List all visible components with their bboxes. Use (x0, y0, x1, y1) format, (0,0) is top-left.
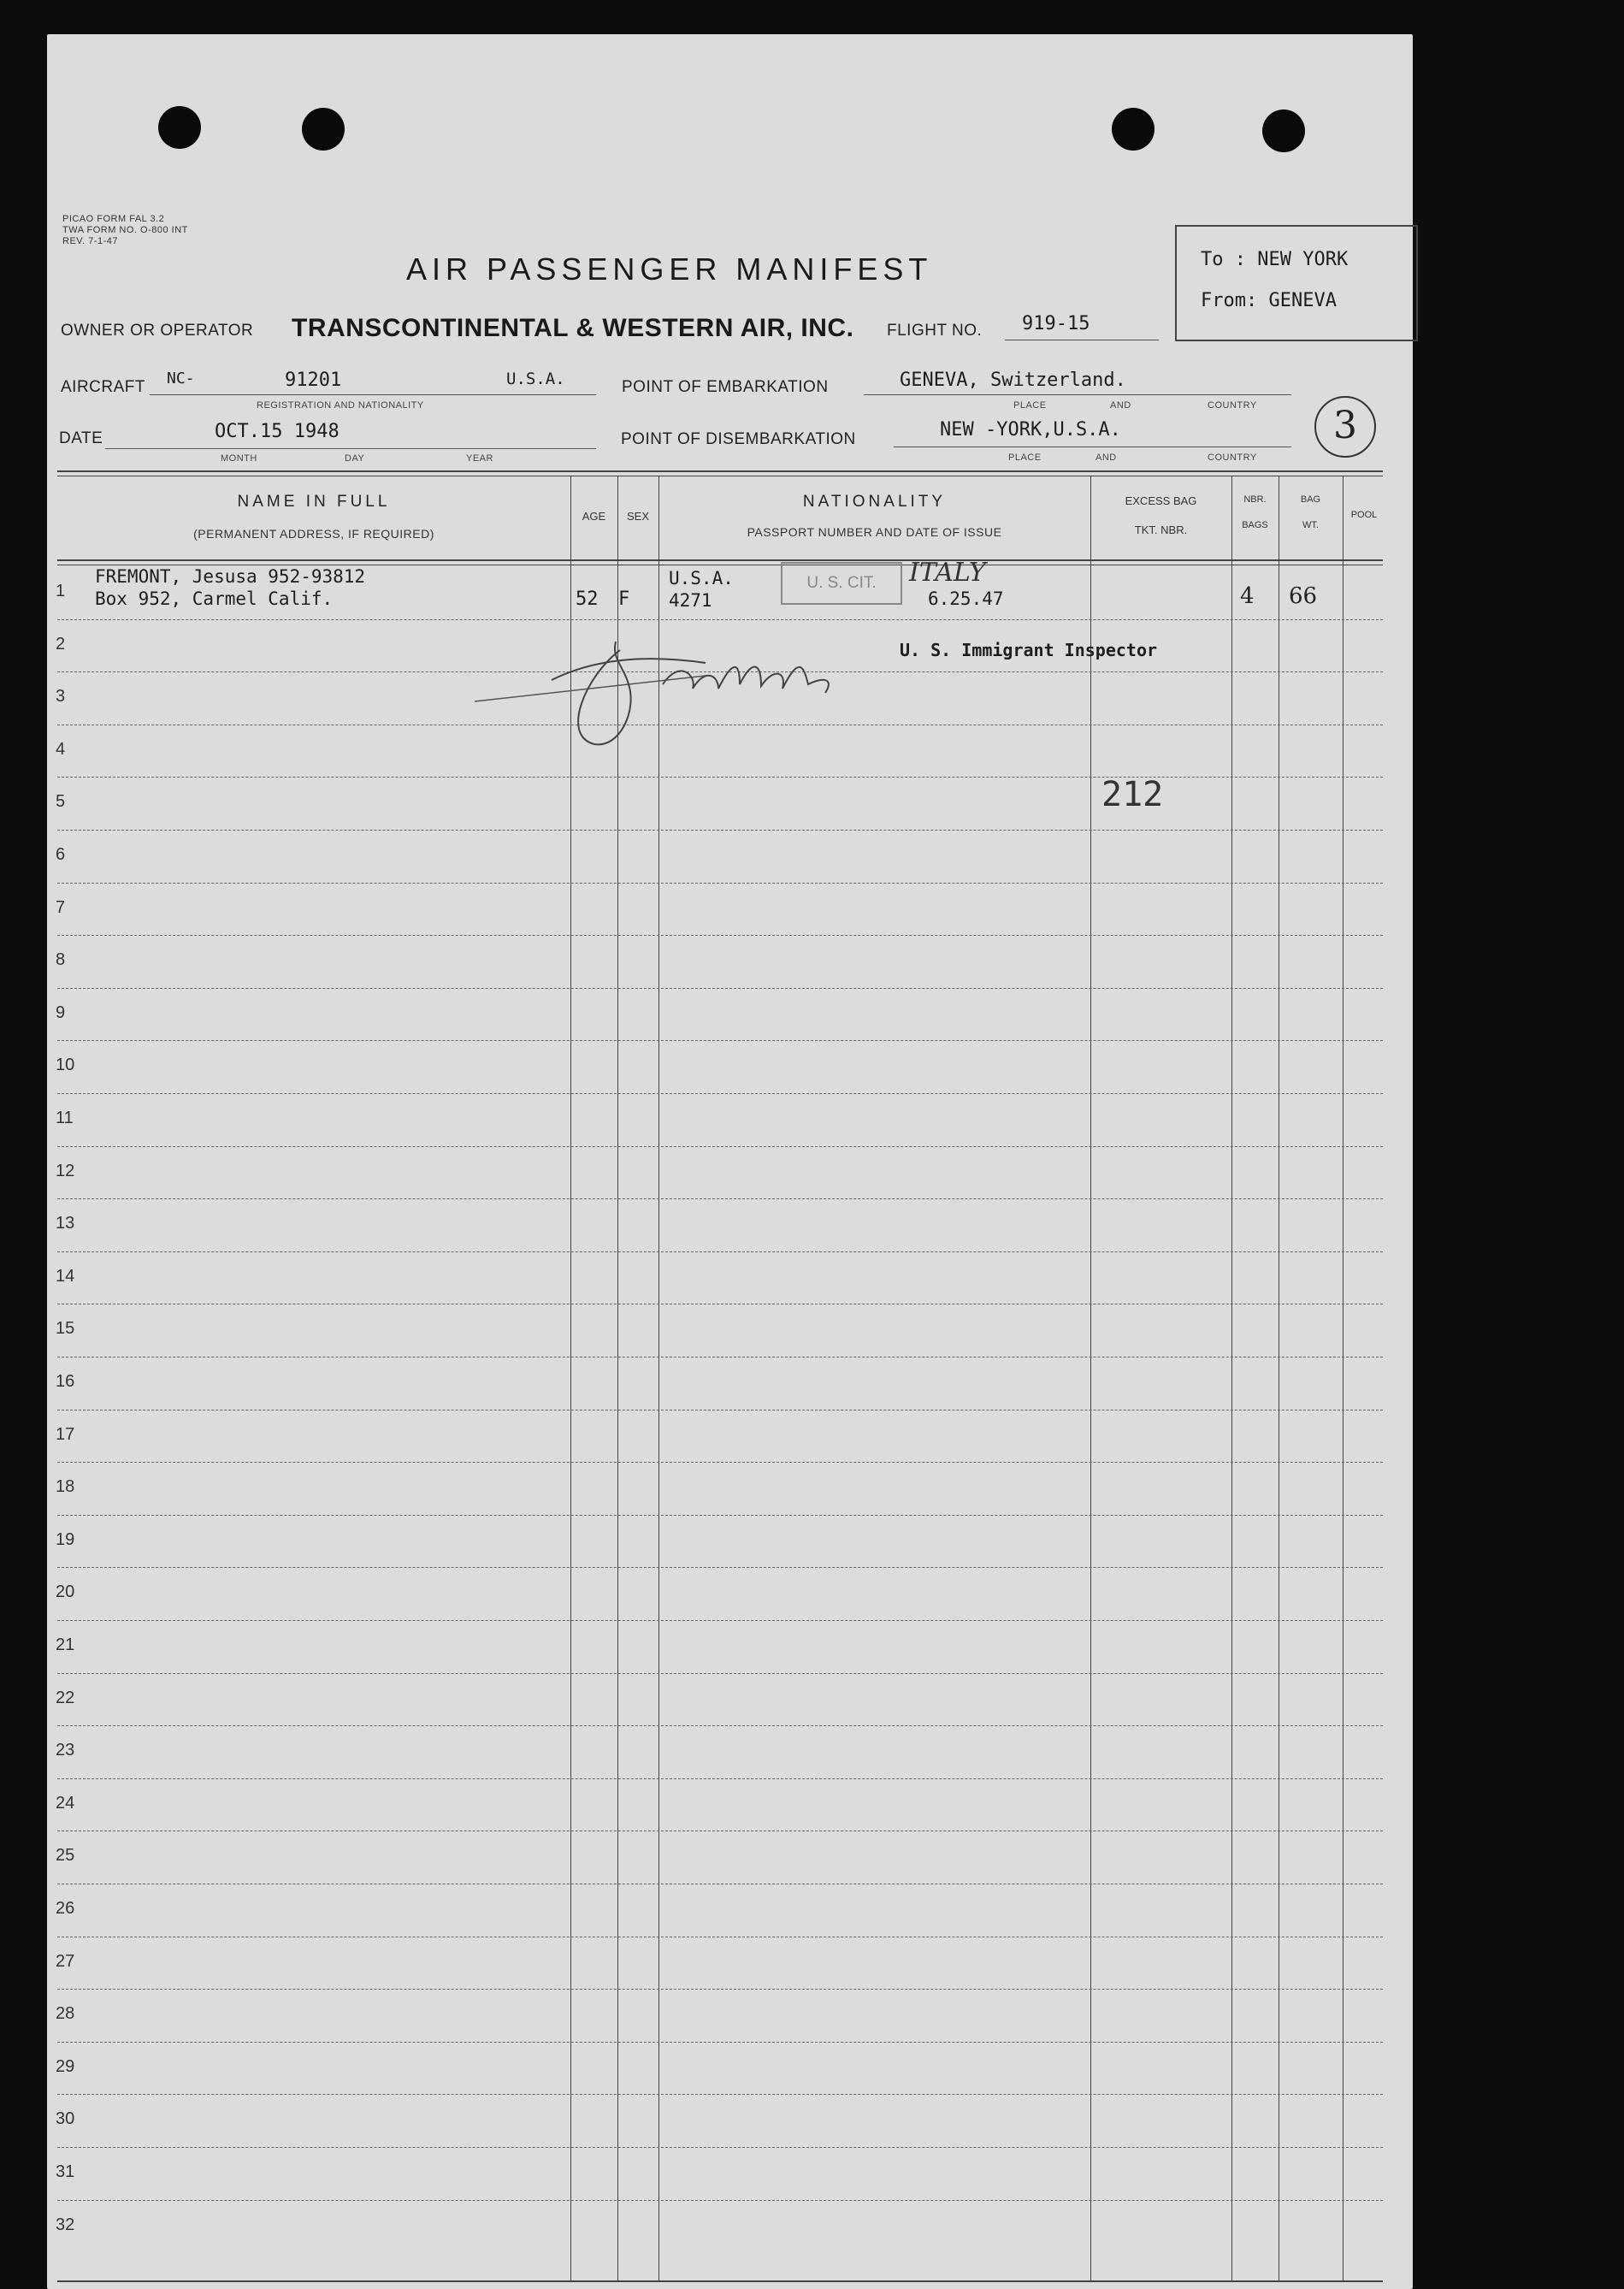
column-header-nbr-bags-sub: BAGS (1242, 520, 1268, 530)
row-number: 23 (56, 1741, 75, 1760)
row-number: 11 (56, 1109, 74, 1127)
row-number: 25 (56, 1846, 75, 1866)
row-number: 15 (56, 1319, 75, 1339)
row-divider (57, 2042, 1383, 2043)
row-number: 26 (56, 1899, 75, 1918)
disembarkation-label: POINT OF DISEMBARKATION (621, 430, 856, 448)
aircraft-label: AIRCRAFT (61, 378, 145, 396)
margin-number: 212 (1101, 775, 1164, 814)
flight-number: 919-15 (1022, 313, 1090, 334)
row-divider (57, 1515, 1383, 1516)
aircraft-prefix: NC- (167, 370, 195, 387)
route-stamp (1175, 225, 1418, 341)
column-header-excess-bag-sub: TKT. NBR. (1134, 523, 1188, 536)
page-number: 3 (1314, 396, 1376, 458)
row-divider (57, 1462, 1383, 1463)
row-divider (57, 2147, 1383, 2148)
row-divider (57, 1093, 1383, 1094)
embarkation-label: POINT OF EMBARKATION (622, 378, 829, 396)
row-divider (57, 1778, 1383, 1779)
column-header-excess-bag: EXCESS BAG (1125, 494, 1197, 507)
column-header-nationality-sub: PASSPORT NUMBER AND DATE OF ISSUE (747, 525, 1002, 539)
row-number: 31 (56, 2162, 75, 2181)
route-to: To : NEW YORK (1201, 249, 1349, 270)
row-divider (57, 883, 1383, 884)
inspector-signature (423, 624, 902, 778)
row-divider (57, 1410, 1383, 1411)
row-number: 32 (56, 2215, 75, 2234)
row-divider (57, 988, 1383, 989)
row-divider (57, 1989, 1383, 1990)
passenger-sex: F (618, 589, 630, 610)
row-number: 28 (56, 2004, 75, 2024)
route-from: From: GENEVA (1201, 290, 1337, 311)
row-divider (57, 1673, 1383, 1674)
aircraft-sub-label: REGISTRATION AND NATIONALITY (257, 400, 424, 411)
passenger-passport: 4271 (669, 590, 712, 611)
row-number: 1 (56, 582, 66, 600)
row-number: 7 (56, 897, 66, 917)
row-divider (57, 1198, 1383, 1199)
row-number: 27 (56, 1951, 75, 1971)
row-divider (57, 2200, 1383, 2201)
sub-country: COUNTRY (1208, 400, 1257, 411)
sub-month: MONTH (221, 453, 257, 464)
punch-hole (158, 106, 201, 149)
passenger-address: Box 952, Carmel Calif. (95, 589, 334, 609)
owner-name: TRANSCONTINENTAL & WESTERN AIR, INC. (292, 314, 854, 342)
page-title: AIR PASSENGER MANIFEST (406, 251, 933, 287)
row-divider (57, 935, 1383, 936)
column-header-pool: POOL (1350, 510, 1378, 520)
column-header-name: NAME IN FULL (237, 493, 391, 511)
row-number: 29 (56, 2056, 75, 2076)
row-divider (57, 2094, 1383, 2095)
passenger-bag-weight: 66 (1289, 583, 1318, 609)
column-header-bag-wt-sub: WT. (1302, 520, 1319, 530)
column-header-age: AGE (582, 510, 606, 523)
row-divider (57, 1620, 1383, 1621)
row-divider (57, 830, 1383, 831)
row-divider (57, 1040, 1383, 1041)
date-value: OCT.15 1948 (215, 421, 340, 442)
row-number: 3 (56, 687, 66, 707)
row-number: 5 (56, 792, 66, 812)
row-number: 4 (56, 739, 66, 759)
date-label: DATE (59, 429, 103, 447)
column-header-sex: SEX (626, 510, 649, 523)
nationality-handwritten: ITALY (909, 558, 986, 588)
form-id-line: REV. 7-1-47 (62, 236, 119, 246)
embarkation-value: GENEVA, Switzerland. (900, 370, 1126, 391)
row-number: 22 (56, 1688, 75, 1707)
disembarkation-value: NEW -YORK,U.S.A. (940, 419, 1121, 441)
row-divider (57, 1725, 1383, 1726)
citizen-stamp: U. S. CIT. (781, 562, 902, 605)
row-number: 14 (56, 1266, 75, 1286)
passenger-age: 52 (576, 589, 599, 610)
flight-label: FLIGHT NO. (887, 322, 983, 340)
sub-place: PLACE (1013, 400, 1047, 411)
aircraft-registration: 91201 (285, 370, 342, 391)
row-number: 20 (56, 1582, 75, 1602)
owner-label: OWNER OR OPERATOR (61, 322, 254, 340)
sub-country: COUNTRY (1208, 452, 1257, 463)
row-divider (57, 1251, 1383, 1252)
form-id (62, 214, 188, 247)
passenger-nationality: U.S.A. (669, 568, 734, 589)
row-number: 12 (56, 1161, 75, 1180)
passenger-name: FREMONT, Jesusa 952-93812 (95, 566, 366, 587)
column-header-bag-wt: BAG (1300, 494, 1321, 505)
row-number: 16 (56, 1372, 75, 1391)
punch-hole (302, 108, 345, 151)
row-divider (57, 1146, 1383, 1147)
punch-hole (1262, 109, 1305, 152)
passport-issue-date: 6.25.47 (928, 589, 1004, 609)
row-number: 30 (56, 2109, 75, 2129)
row-number: 2 (56, 634, 66, 654)
row-divider (57, 619, 1383, 620)
row-number: 13 (56, 1214, 75, 1233)
column-header-name-sub: (PERMANENT ADDRESS, IF REQUIRED) (193, 527, 434, 541)
inspector-title: U. S. Immigrant Inspector (900, 640, 1158, 660)
sub-year: YEAR (466, 453, 493, 464)
column-header-nationality: NATIONALITY (802, 493, 947, 511)
sub-day: DAY (345, 453, 365, 464)
aircraft-nationality: U.S.A. (506, 370, 565, 388)
row-number: 18 (56, 1477, 75, 1497)
sub-place: PLACE (1008, 452, 1042, 463)
passenger-nbr-bags: 4 (1240, 583, 1255, 609)
sub-and: AND (1110, 400, 1131, 411)
row-number: 10 (56, 1056, 75, 1075)
column-header-nbr-bags: NBR. (1243, 494, 1267, 505)
row-number: 8 (56, 950, 66, 970)
form-id-line: PICAO FORM FAL 3.2 (62, 214, 165, 224)
form-id-line: TWA FORM NO. O-800 INT (62, 225, 188, 235)
row-number: 17 (56, 1424, 75, 1444)
row-number: 9 (56, 1003, 66, 1022)
punch-hole (1112, 108, 1155, 151)
row-divider (57, 1567, 1383, 1568)
manifest-paper (47, 34, 1413, 2289)
row-number: 19 (56, 1529, 75, 1549)
row-number: 21 (56, 1635, 75, 1654)
row-number: 6 (56, 845, 66, 864)
row-number: 24 (56, 1793, 75, 1813)
sub-and: AND (1095, 452, 1117, 463)
